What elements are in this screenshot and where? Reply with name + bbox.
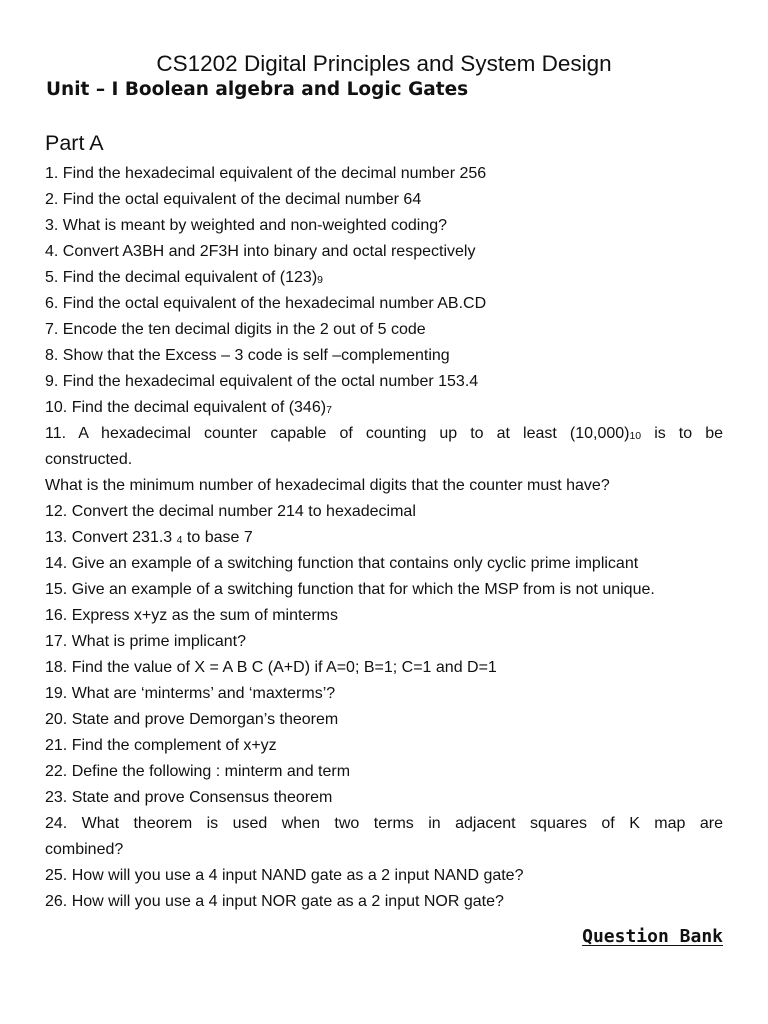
question-7: 7. Encode the ten decimal digits in the 2 out of 5 code [45,321,426,338]
question-19: 19. What are ‘minterms’ and ‘maxterms’? [45,685,336,702]
question-5-text: 5. Find the decimal equivalent of (123) [45,269,318,286]
question-6: 6. Find the octal equivalent of the hexadecimal number AB.CD [45,295,487,312]
question-14: 14. Give an example of a switching function that contains only cyclic prime implicant [45,555,639,572]
question-9: 9. Find the hexadecimal equivalent of the octal number 153.4 [45,373,479,390]
question-2: 2. Find the octal equivalent of the decimal number 64 [45,191,422,208]
unit-title: Unit – I Boolean algebra and Logic Gates [46,79,469,100]
question-3: 3. What is meant by weighted and non-weighted coding? [45,217,448,234]
question-18: 18. Find the value of X = A B C (A+D) if A=0; B=1; C=1 and D=1 [45,659,497,676]
course-title: CS1202 Digital Principles and System Design [156,51,612,76]
question-16: 16. Express x+yz as the sum of minterms [45,607,338,624]
question-10 [45,395,723,421]
question-11-base: 10 [629,430,642,442]
question-list [45,161,723,915]
question-15: 15. Give an example of a switching function that for which the MSP from is not unique. [45,581,655,598]
question-10-base: 7 [326,404,332,416]
question-5-base: 9 [317,274,323,286]
question-13-text: 13. Convert 231.3 [45,529,177,546]
question-5 [45,265,723,291]
question-25: 25. How will you use a 4 input NAND gate as a 2 input NAND gate? [45,867,524,884]
question-13-text-end: to base 7 [182,529,253,546]
question-26: 26. How will you use a 4 input NOR gate as a 2 input NOR gate? [45,893,504,910]
question-11-text-end: is to be [641,425,724,442]
question-24-line-1: 24. What theorem is used when two terms in adjacent squares of K map are [45,815,723,832]
question-13 [45,525,723,551]
question-11-line-2: constructed. [45,451,133,468]
question-20: 20. State and prove Demorgan’s theorem [45,711,339,728]
question-8: 8. Show that the Excess – 3 code is self –complementing [45,347,450,364]
question-23: 23. State and prove Consensus theorem [45,789,333,806]
question-11-line-3: What is the minimum number of hexadecimal digits that the counter must have? [45,477,610,494]
question-13-base: 4 [176,534,183,546]
question-17: 17. What is prime implicant? [45,633,246,650]
part-title: Part A [45,131,104,155]
question-21: 21. Find the complement of x+yz [45,737,277,754]
question-bank-label: Question Bank [582,926,723,947]
question-24-line-2: combined? [45,841,124,858]
question-10-text: 10. Find the decimal equivalent of (346) [45,399,327,416]
question-4: 4. Convert A3BH and 2F3H into binary and octal respectively [45,243,476,260]
question-11-line-1 [45,421,723,447]
question-1: 1. Find the hexadecimal equivalent of the decimal number 256 [45,165,487,182]
question-12: 12. Convert the decimal number 214 to hexadecimal [45,503,416,520]
question-11-text: 11. A hexadecimal counter capable of counting up to at least (10,000) [45,425,630,442]
question-22: 22. Define the following : minterm and term [45,763,351,780]
